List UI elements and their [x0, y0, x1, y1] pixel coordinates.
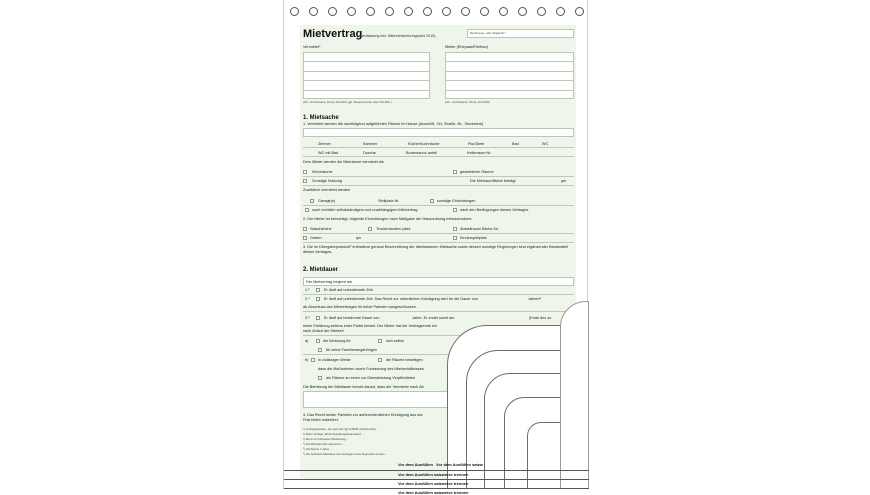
room-wc-bad: WC mit Bad — [318, 151, 339, 155]
address-line — [445, 80, 574, 81]
section-2-4-line1: 4. Das Recht beider Parteien zur außerordentlichen Kündigung aus wic — [303, 413, 423, 417]
address-line — [303, 90, 430, 91]
garten-checkbox[interactable] — [303, 236, 307, 240]
punch-hole — [518, 7, 527, 16]
option-2-tail: Jahren⁵ — [528, 297, 542, 301]
option-3-text: Er läuft auf bestimmte Dauer von — [324, 316, 380, 320]
punch-hole — [366, 7, 375, 16]
familie-label: für seine Familienangehörigen — [326, 348, 378, 352]
sonstige-einrichtungen-checkbox[interactable] — [430, 199, 434, 203]
nach-recht-checkbox[interactable] — [305, 208, 309, 212]
footnote-3: ³) Wenn ein befristeter Mietvertrag ... — [303, 437, 349, 441]
room-wc: WC — [542, 142, 549, 146]
punch-hole — [442, 7, 451, 16]
abstellraum-label: Abstellraum/-fläche für — [460, 227, 498, 231]
punch-hole — [290, 7, 299, 16]
section-2-heading: 2. Mietdauer — [303, 267, 339, 273]
gewerbliche-checkbox[interactable] — [453, 170, 457, 174]
punch-hole — [480, 7, 489, 16]
address-line — [303, 71, 430, 72]
section-2-4-line2: Frist bleibt unberührt. — [303, 418, 339, 422]
footnote-5: ⁵) Höchstens 4 Jahre ... — [303, 447, 333, 451]
sich-selbst-label: sich selbst — [386, 339, 404, 343]
punch-hole — [347, 7, 356, 16]
punch-hole — [385, 7, 394, 16]
mieter-vermietet-als: Dem Mieter werden die Mieträume vermietet als — [303, 160, 384, 164]
abstellraum-checkbox[interactable] — [453, 227, 457, 231]
reason-b-text: in zulässiger Weise — [318, 358, 351, 362]
room-dusche: Dusche — [363, 151, 376, 155]
reason-b-label: b) — [305, 358, 309, 362]
reason-a-label: a) — [305, 339, 309, 343]
befristung-text: Die Befristung der Mietdauer beruht darauf, dass der Vermieter nach Ab — [303, 385, 424, 389]
reference-box[interactable] — [467, 29, 574, 38]
option-3-checkbox[interactable] — [316, 316, 320, 320]
punch-hole — [309, 7, 318, 16]
garten-qm: qm — [356, 236, 362, 240]
option-2-num: 2.⁴ — [305, 297, 310, 301]
nach-bed-checkbox[interactable] — [453, 208, 457, 212]
mieter-note: (Vor- und Zuname, Firma, Anschrift) — [445, 100, 490, 104]
room-kueche: Küche/Kochnische — [408, 142, 440, 146]
trennen-strip-partial: Vor dem Ausfüllen — [398, 462, 433, 467]
room-kammer: Kammer — [363, 142, 378, 146]
option-1-num: 1.³ — [305, 288, 310, 292]
room-boden: Bodenraum/-anteil — [406, 151, 438, 155]
garage-checkbox[interactable] — [310, 199, 314, 203]
mietraumflaeche-label: Die Mietraumfläche beträgt — [470, 179, 516, 183]
copy-sheet-curve — [560, 301, 589, 489]
reason-b-line2: dass die Maßnahmen durch Fortsetzung des Mietverhältnisses — [318, 367, 424, 371]
option-2-checkbox[interactable] — [316, 297, 320, 301]
familie-checkbox[interactable] — [318, 348, 322, 352]
reason-b-line3: die Räume an einen zur Dienstleistung Verpflichteten — [326, 376, 416, 380]
footnote-6: ⁶) Die befristete Mietdauer des Vertrages muss begründet werden ... — [303, 452, 388, 456]
punch-hole — [328, 7, 337, 16]
wohnraeume-checkbox[interactable] — [303, 170, 307, 174]
stellplatz-label: Stellplatz Nr. — [378, 199, 400, 203]
punch-hole — [499, 7, 508, 16]
address-field[interactable] — [303, 128, 574, 137]
address-line — [445, 61, 574, 62]
kinderspielplatz-checkbox[interactable] — [453, 236, 457, 240]
option-2-line2: ab Abschluss des Mietvertrages für beide Parteien ausgeschlossen. — [303, 305, 417, 309]
sonstige-einrichtungen-label: sonstige Einrichtungen — [437, 199, 476, 203]
nach-recht-label: nach rechtlich selbstständigem und unabhängigem Mietvertrag — [312, 208, 418, 212]
beseitigen-checkbox[interactable] — [378, 358, 382, 362]
reason-a-checkbox[interactable] — [316, 339, 320, 343]
option-3-line2: einen Erklärung seitens einer Partei bedarf. Der Mieter hat bei Vertragsende ein — [303, 324, 438, 328]
mitbenutzen-line: 2. Der Mieter ist berechtigt, folgende Einrichtungen nach Maßgabe der Hausordnung mitzubenutzen: — [303, 217, 473, 221]
address-line — [303, 61, 430, 62]
garage-label: Garage(n) — [318, 199, 336, 203]
reason-b-checkbox[interactable] — [311, 358, 315, 362]
mietbeginn-field[interactable] — [303, 277, 574, 286]
mietbeginn-label: Der Mietvertrag beginnt am — [306, 280, 353, 284]
dienstleistung-checkbox[interactable] — [318, 376, 322, 380]
carbon-copy-tabs — [447, 297, 589, 489]
option-2-text: Er läuft auf unbestimmte Zeit. Das Recht zur ordentlichen Kündigung wird für die Dauer von — [324, 297, 478, 301]
footnote-4: ⁴) Zutreffendes bitte ankreuzen ... — [303, 442, 345, 446]
punch-hole — [461, 7, 470, 16]
punch-hole — [537, 7, 546, 16]
befristung-field[interactable] — [303, 391, 453, 408]
room-zimmer: Zimmer — [318, 142, 331, 146]
qm-unit: qm — [561, 179, 567, 183]
footnote-1: ¹) Vertragsparteien, die nach den §§ 13 BGB (Verbraucher) ... — [303, 427, 380, 431]
uebergabeprotokoll-text: 3. Die im Übergabeprotokoll² enthaltene genaue Beschreibung der überlassenen Mietsache sowie dessen sonstige Regelungen sind ergänzender Bestandteil dieses Vertrages. — [303, 245, 568, 254]
address-line — [445, 90, 574, 91]
trockenboden-checkbox[interactable] — [368, 227, 372, 231]
form-title: Mietvertrag — [303, 28, 363, 40]
punch-hole — [575, 7, 584, 16]
reason-a-text: die Wohnung für — [323, 339, 351, 343]
waschkueche-label: Waschküche — [310, 227, 332, 231]
option-3-tail: (Ende des zu — [529, 316, 552, 320]
option-1-text: Er läuft auf unbestimmte Zeit. — [324, 288, 374, 292]
sonstige-nutzung-label: Sonstige Nutzung — [312, 179, 342, 183]
beseitigen-label: die Räume beseitigen — [386, 358, 423, 362]
garten-label: Garten — [310, 236, 322, 240]
wohnraeume-label: Wohnräume — [312, 170, 333, 174]
option-3-num: 3.⁶ — [305, 316, 310, 320]
waschkueche-checkbox[interactable] — [303, 227, 307, 231]
vermieter-address-field[interactable] — [303, 52, 430, 99]
punch-holes — [284, 7, 589, 17]
mieter-address-field[interactable] — [445, 52, 574, 99]
room-keller: Kellerraum Nr. — [467, 151, 492, 155]
trockenboden-label: Trockenboden/-platz — [376, 227, 411, 231]
room-bad: Bad — [512, 142, 519, 146]
address-line — [445, 71, 574, 72]
trennen-strip-2: Vor dem Ausfüllen satzweise trennen — [398, 481, 469, 486]
zusaetzlich-label: Zusätzlich vermietet werden — [303, 188, 351, 192]
reference-box-label: Rechnungs- oder Objekt-Nr.* — [470, 31, 506, 35]
nach-bed-label: nach den Bedingungen dieses Vertrages — [460, 208, 529, 212]
punch-hole — [404, 7, 413, 16]
trennen-strip-3: Vor dem Ausfüllen satzweise trennen — [398, 490, 469, 495]
address-line — [303, 80, 430, 81]
form-subtitle: (Neufassung inkl. Mietrechtsreformgesetz 2015) — [359, 34, 436, 38]
sonstige-nutzung-checkbox[interactable] — [303, 179, 307, 183]
mieter-label: Mieter (Ehepaar/Ehefrau) — [445, 45, 488, 49]
trennen-strip-partial-2: Vor dem Ausfüllen satzw — [436, 462, 483, 467]
option-1-checkbox[interactable] — [316, 288, 320, 292]
option-3-mid: Jahre, Er endet somit am — [412, 316, 455, 320]
section-1-heading: 1. Mietsache — [303, 115, 339, 121]
kinderspielplatz-label: Kinderspielplatz — [460, 236, 487, 240]
vermieter-label: Vermieter¹ — [303, 45, 321, 49]
punch-hole — [423, 7, 432, 16]
vermieter-note: (Vor- und Zuname, Firma, Anschrift, ggf. Steuernummer oder USt-IdNr.) — [303, 100, 392, 104]
sich-selbst-checkbox[interactable] — [378, 339, 382, 343]
punch-hole — [556, 7, 565, 16]
option-3-line3: nach Ablauf der Mietzeit — [303, 329, 344, 333]
footnote-2: ²) Siehe Vorlage „Wohnungsübergabeprotokoll“ ... — [303, 432, 365, 436]
trennen-strip-1: Vor dem Ausfüllen satzweise trennen — [398, 472, 469, 477]
form-sheet — [283, 0, 588, 495]
room-flur: Flur/Diele — [468, 142, 485, 146]
gewerbliche-label: gewerbliche Räume — [460, 170, 494, 174]
section-1-intro: 1. Vermietet werden die nachfolgend aufgeführten Räume im Hause (Anschrift, Ort, Straße, Nr., Stockwerk) — [303, 122, 484, 126]
